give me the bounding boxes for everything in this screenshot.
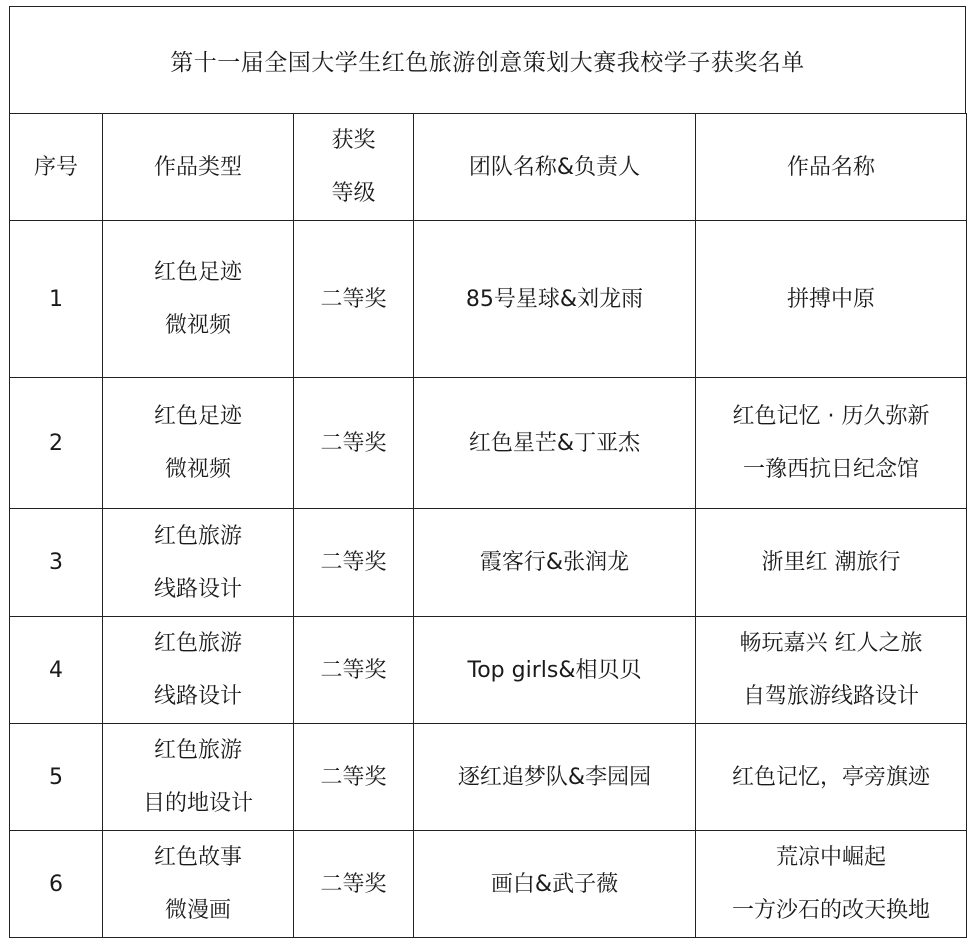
header-level-line1: 获奖 (331, 128, 376, 153)
cell-level: 二等奖 (294, 509, 414, 617)
document-title: 第十一届全国大学生红色旅游创意策划大赛我校学子获奖名单 (9, 6, 966, 114)
header-work: 作品名称 (696, 114, 967, 221)
header-index: 序号 (10, 114, 103, 221)
cell-work (696, 831, 967, 938)
cell-category-line: 红色旅游 (153, 631, 242, 656)
cell-team: 85号星球&刘龙雨 (414, 221, 696, 378)
cell-index: 5 (10, 724, 103, 831)
cell-category (103, 509, 294, 617)
cell-category-line: 红色足迹 (153, 404, 242, 429)
cell-team: 红色星芒&丁亚杰 (414, 378, 696, 509)
cell-category-line: 目的地设计 (142, 791, 253, 816)
header-category: 作品类型 (103, 114, 294, 221)
cell-work (696, 378, 967, 509)
cell-work-line: 拼搏中原 (786, 286, 875, 312)
cell-work (696, 221, 967, 378)
cell-category-line: 微视频 (164, 313, 231, 338)
cell-level: 二等奖 (294, 724, 414, 831)
cell-category-line: 线路设计 (153, 684, 242, 709)
cell-work-line: 红色记忆，亭旁旗迹 (731, 764, 930, 790)
cell-work-line: 浙里红 潮旅行 (761, 550, 901, 575)
cell-team: 画白&武子薇 (414, 831, 696, 938)
header-team: 团队名称&负责人 (414, 114, 696, 221)
cell-level: 二等奖 (294, 221, 414, 378)
cell-category-line: 红色旅游 (153, 738, 242, 763)
cell-index: 1 (10, 221, 103, 378)
cell-level: 二等奖 (294, 831, 414, 938)
cell-work-line: 畅玩嘉兴 红人之旅 (739, 631, 923, 656)
cell-work-line: 荒凉中崛起 (775, 845, 886, 870)
header-level (294, 114, 414, 221)
cell-team: Top girls&相贝贝 (414, 617, 696, 724)
table-row (10, 831, 967, 938)
cell-category (103, 378, 294, 509)
cell-category-line: 微漫画 (164, 898, 231, 923)
cell-category (103, 724, 294, 831)
cell-category-line: 红色旅游 (153, 523, 242, 549)
cell-category-line: 红色故事 (153, 845, 242, 870)
cell-index: 4 (10, 617, 103, 724)
cell-work-line: 红色记忆 · 历久弥新 (732, 404, 930, 429)
table-row (10, 221, 967, 378)
cell-level: 二等奖 (294, 378, 414, 509)
cell-category-line: 微视频 (164, 457, 231, 482)
cell-category (103, 221, 294, 378)
cell-work-line: 一方沙石的改天换地 (731, 898, 930, 923)
cell-team: 逐红追梦队&李园园 (414, 724, 696, 831)
award-table (9, 113, 967, 938)
cell-team: 霞客行&张润龙 (414, 509, 696, 617)
cell-index: 2 (10, 378, 103, 509)
table-row (10, 617, 967, 724)
table-row (10, 724, 967, 831)
cell-work (696, 617, 967, 724)
cell-category-line: 红色足迹 (153, 260, 242, 285)
cell-level: 二等奖 (294, 617, 414, 724)
cell-category-line: 线路设计 (153, 576, 242, 602)
cell-category (103, 617, 294, 724)
award-list-sheet (9, 6, 966, 938)
cell-work-line: 自驾旅游线路设计 (742, 684, 919, 709)
table-row (10, 509, 967, 617)
cell-work-line: 一豫西抗日纪念馆 (742, 457, 919, 482)
cell-index: 6 (10, 831, 103, 938)
cell-category (103, 831, 294, 938)
cell-index: 3 (10, 509, 103, 617)
cell-work (696, 724, 967, 831)
header-level-line2: 等级 (331, 181, 376, 206)
table-row (10, 378, 967, 509)
cell-work (696, 509, 967, 617)
header-row (10, 114, 967, 221)
